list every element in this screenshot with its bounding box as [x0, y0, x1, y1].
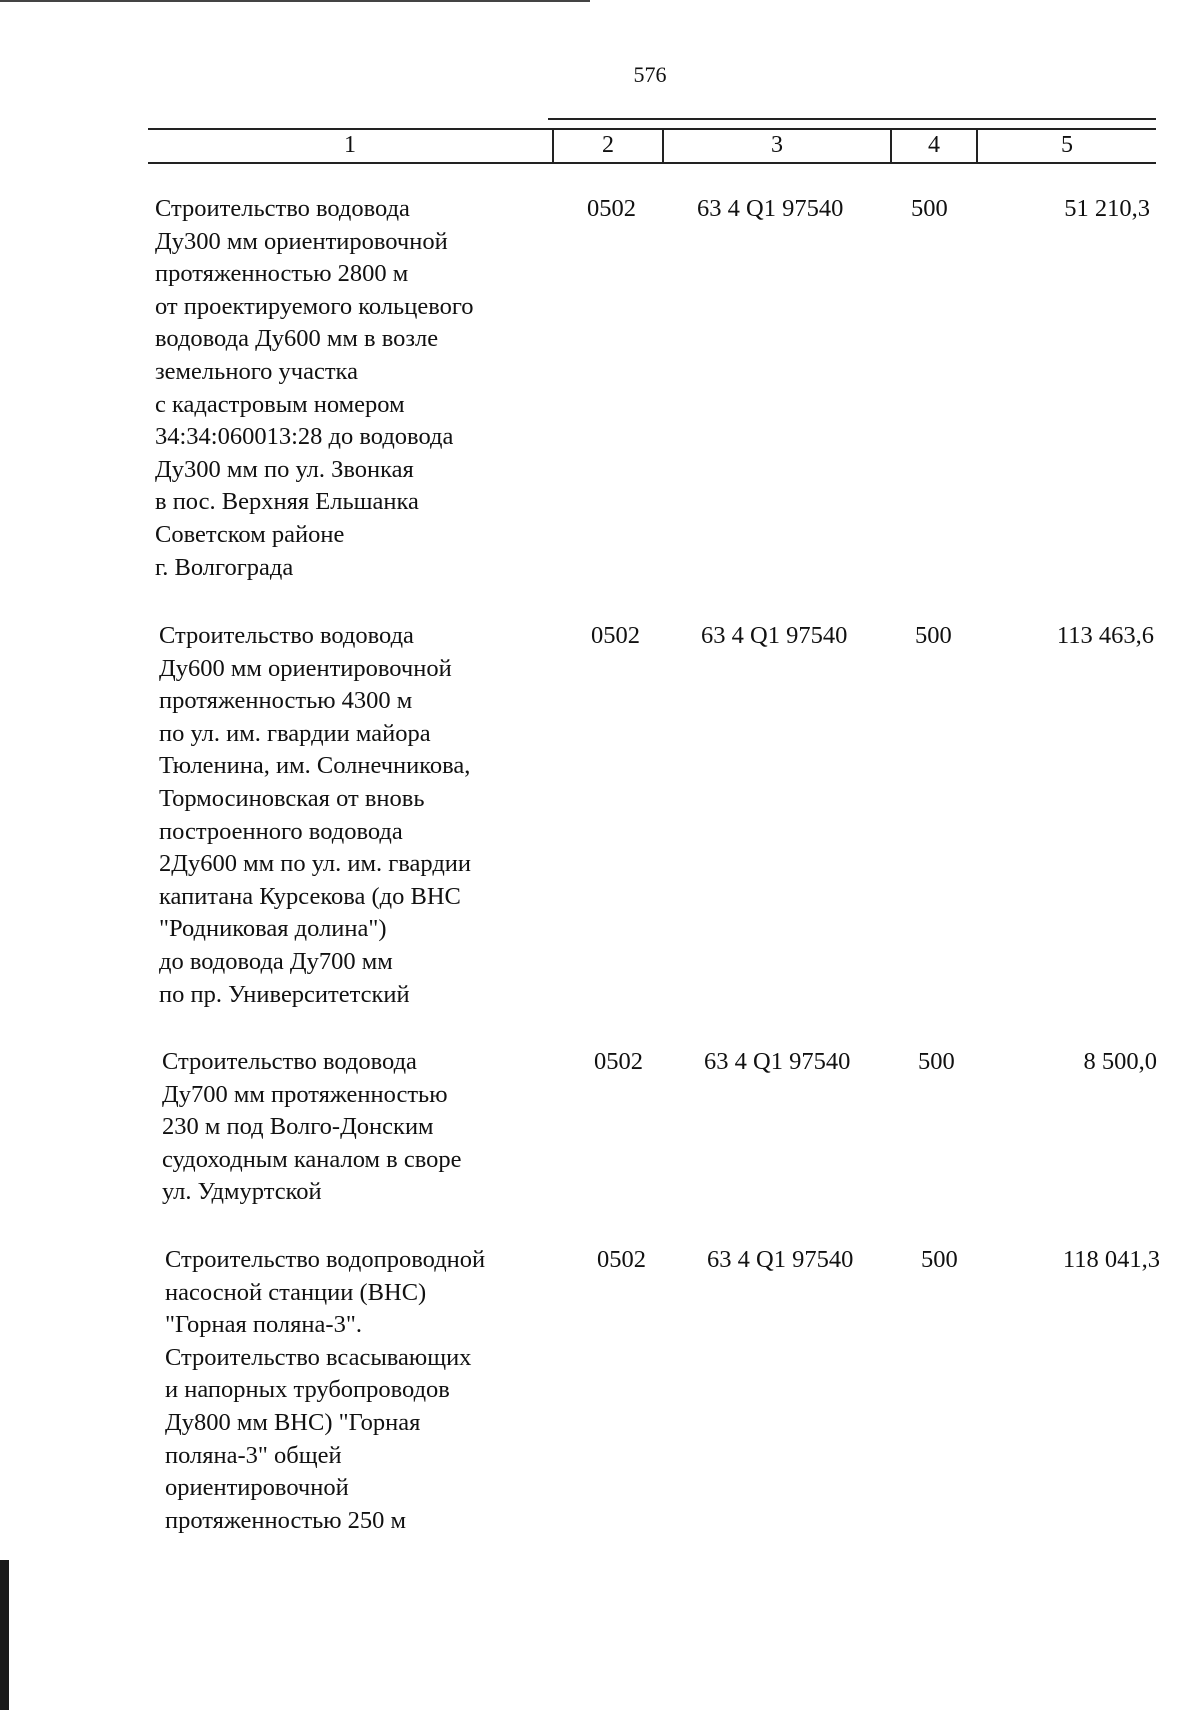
- row-description: Строительство водовода Ду700 мм протяженностью 230 м под Волго-Донским судоходным каналом в своре ул. Удмуртской: [162, 1048, 462, 1206]
- row-target-item: 63 4 Q1 97540: [704, 1048, 851, 1075]
- table-row: [162, 1046, 1157, 1216]
- row-amount: 113 463,6: [1056, 622, 1154, 649]
- row-section: 0502: [591, 622, 640, 649]
- table-header: [148, 118, 1156, 163]
- row-target-item: 63 4 Q1 97540: [707, 1246, 854, 1273]
- row-section: 0502: [587, 195, 636, 222]
- row-expense-type: 500: [915, 622, 952, 649]
- row-section: 0502: [594, 1048, 643, 1075]
- table-row: [165, 1244, 1160, 1544]
- scan-edge-top: [0, 0, 590, 2]
- row-amount: 8 500,0: [1083, 1048, 1157, 1075]
- page-number: 576: [633, 62, 667, 87]
- header-col-4: 4: [928, 132, 940, 158]
- row-description: Строительство водопроводной насосной станции (ВНС) "Горная поляна-3". Строительство всасывающих и напорных трубопроводов Ду800 мм ВНС) "Горная поляна-3" общей ориентировочной протяженностью 250 м: [165, 1246, 486, 1534]
- table-row: [155, 193, 1150, 593]
- row-expense-type: 500: [918, 1048, 955, 1075]
- table-row: [159, 620, 1154, 1020]
- row-target-item: 63 4 Q1 97540: [697, 195, 844, 222]
- header-rule-top: [548, 118, 1156, 120]
- row-target-item: 63 4 Q1 97540: [701, 622, 848, 649]
- header-col-2: 2: [602, 132, 614, 158]
- header-rule-bottom: [148, 162, 1156, 164]
- scan-edge-left: [0, 1560, 9, 1710]
- row-amount: 51 210,3: [1064, 195, 1150, 222]
- row-amount: 118 041,3: [1062, 1246, 1160, 1273]
- header-col-5: 5: [1061, 132, 1073, 158]
- row-expense-type: 500: [911, 195, 948, 222]
- header-col-3: 3: [771, 132, 783, 158]
- row-expense-type: 500: [921, 1246, 958, 1273]
- row-description: Строительство водовода Ду300 мм ориентировочной протяженностью 2800 м от проектируемого кольцевого водовода Ду600 мм в возле земельного участка с кадастровым номером 34:34:060013:28 до водовода Ду300 мм по ул. Звонкая в пос. Верхняя Ельшанка Советском районе г. Волгограда: [155, 195, 474, 581]
- row-description: Строительство водовода Ду600 мм ориентировочной протяженностью 4300 м по ул. им. гвардии майора Тюленина, им. Солнечникова, Тормосиновская от вновь построенного водовода 2Ду600 мм по ул. им. гвардии капитана Курсекова (до ВНС "Родниковая долина") до водовода Ду700 мм по пр. Университетский: [159, 622, 472, 1008]
- row-section: 0502: [597, 1246, 646, 1273]
- header-col-1: 1: [344, 132, 356, 158]
